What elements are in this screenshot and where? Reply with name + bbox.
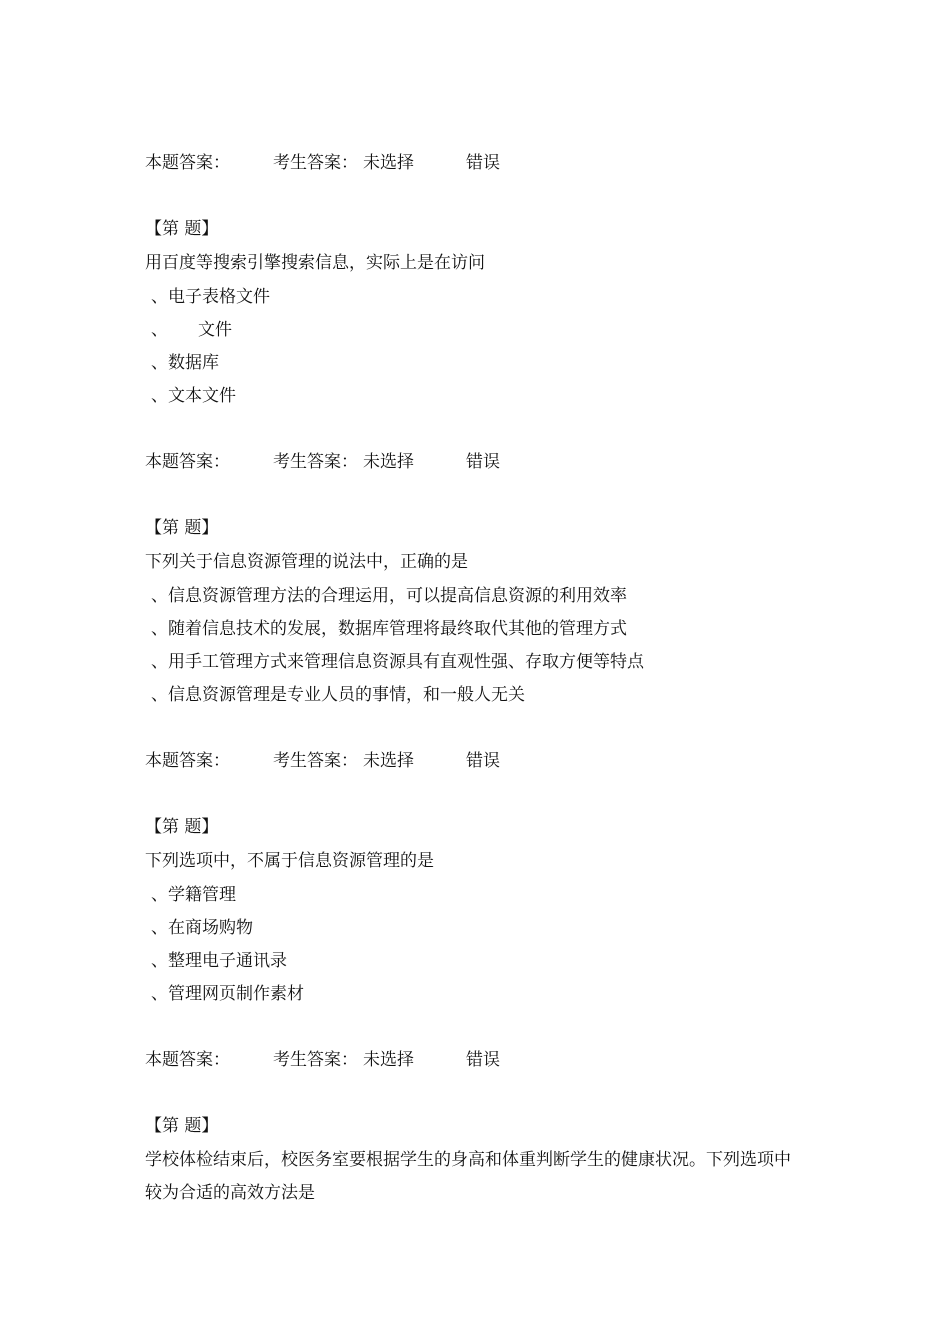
student-answer-label: 考生答案：: [273, 452, 358, 472]
option-prefix: 、: [151, 353, 168, 373]
student-answer-label: 考生答案：: [273, 153, 358, 173]
option-text: 文本文件: [168, 386, 236, 406]
answer-row: [145, 1048, 565, 1072]
student-answer-label: 考生答案：: [273, 1050, 358, 1070]
option-item: [151, 683, 525, 707]
question-stem: 下列选项中，不属于信息资源管理的是: [145, 851, 434, 871]
student-answer-value: 未选择: [363, 1050, 414, 1070]
option-item: [151, 351, 219, 375]
option-item: [151, 584, 627, 608]
student-answer-label: 考生答案：: [273, 751, 358, 771]
option-text: 电子表格文件: [168, 287, 270, 307]
option-item: [151, 883, 236, 907]
answer-row: [145, 749, 565, 773]
result-badge: 错误: [466, 751, 500, 771]
question-stem: 用百度等搜索引擎搜索信息，实际上是在访问: [145, 253, 485, 273]
question-header: 【第 题】: [145, 817, 219, 837]
option-item: [151, 982, 304, 1006]
question-header: 【第 题】: [145, 219, 219, 239]
result-badge: 错误: [466, 1050, 500, 1070]
option-prefix: 、: [151, 386, 168, 406]
option-prefix: 、: [151, 984, 168, 1004]
question-stem-line: 较为合适的高效方法是: [145, 1183, 315, 1203]
answer-row: [145, 151, 565, 175]
answer-row: [145, 450, 565, 474]
option-text: 信息资源管理是专业人员的事情，和一般人无关: [168, 685, 525, 705]
option-item: [151, 285, 270, 309]
option-prefix: 、: [151, 951, 168, 971]
answer-label: 本题答案：: [145, 452, 230, 472]
student-answer-value: 未选择: [363, 452, 414, 472]
option-item: [151, 650, 644, 674]
student-answer-value: 未选择: [363, 751, 414, 771]
result-badge: 错误: [466, 153, 500, 173]
option-prefix: 、: [151, 586, 168, 606]
answer-label: 本题答案：: [145, 153, 230, 173]
question-stem: 下列关于信息资源管理的说法中，正确的是: [145, 552, 468, 572]
option-prefix: 、: [151, 918, 168, 938]
option-item: [151, 916, 253, 940]
option-text: 信息资源管理方法的合理运用，可以提高信息资源的利用效率: [168, 586, 627, 606]
answer-label: 本题答案：: [145, 1050, 230, 1070]
option-prefix: 、: [151, 619, 168, 639]
option-text: 用手工管理方式来管理信息资源具有直观性强、存取方便等特点: [168, 652, 644, 672]
option-prefix: 、: [151, 320, 168, 340]
option-prefix: 、: [151, 685, 168, 705]
option-text: 在商场购物: [168, 918, 253, 938]
option-prefix: 、: [151, 652, 168, 672]
option-item: [151, 949, 287, 973]
question-header: 【第 题】: [145, 518, 219, 538]
option-item: [151, 617, 627, 641]
question-stem-line: 学校体检结束后，校医务室要根据学生的身高和体重判断学生的健康状况。下列选项中: [145, 1150, 791, 1170]
option-text: 管理网页制作素材: [168, 984, 304, 1004]
option-text: 随着信息技术的发展，数据库管理将最终取代其他的管理方式: [168, 619, 627, 639]
option-text: 学籍管理: [168, 885, 236, 905]
question-header: 【第 题】: [145, 1116, 219, 1136]
answer-label: 本题答案：: [145, 751, 230, 771]
option-text: 文件: [198, 320, 232, 340]
option-item: [151, 318, 232, 342]
option-text: 数据库: [168, 353, 219, 373]
option-prefix: 、: [151, 885, 168, 905]
option-item: [151, 384, 236, 408]
student-answer-value: 未选择: [363, 153, 414, 173]
option-text: 整理电子通讯录: [168, 951, 287, 971]
result-badge: 错误: [466, 452, 500, 472]
option-prefix: 、: [151, 287, 168, 307]
